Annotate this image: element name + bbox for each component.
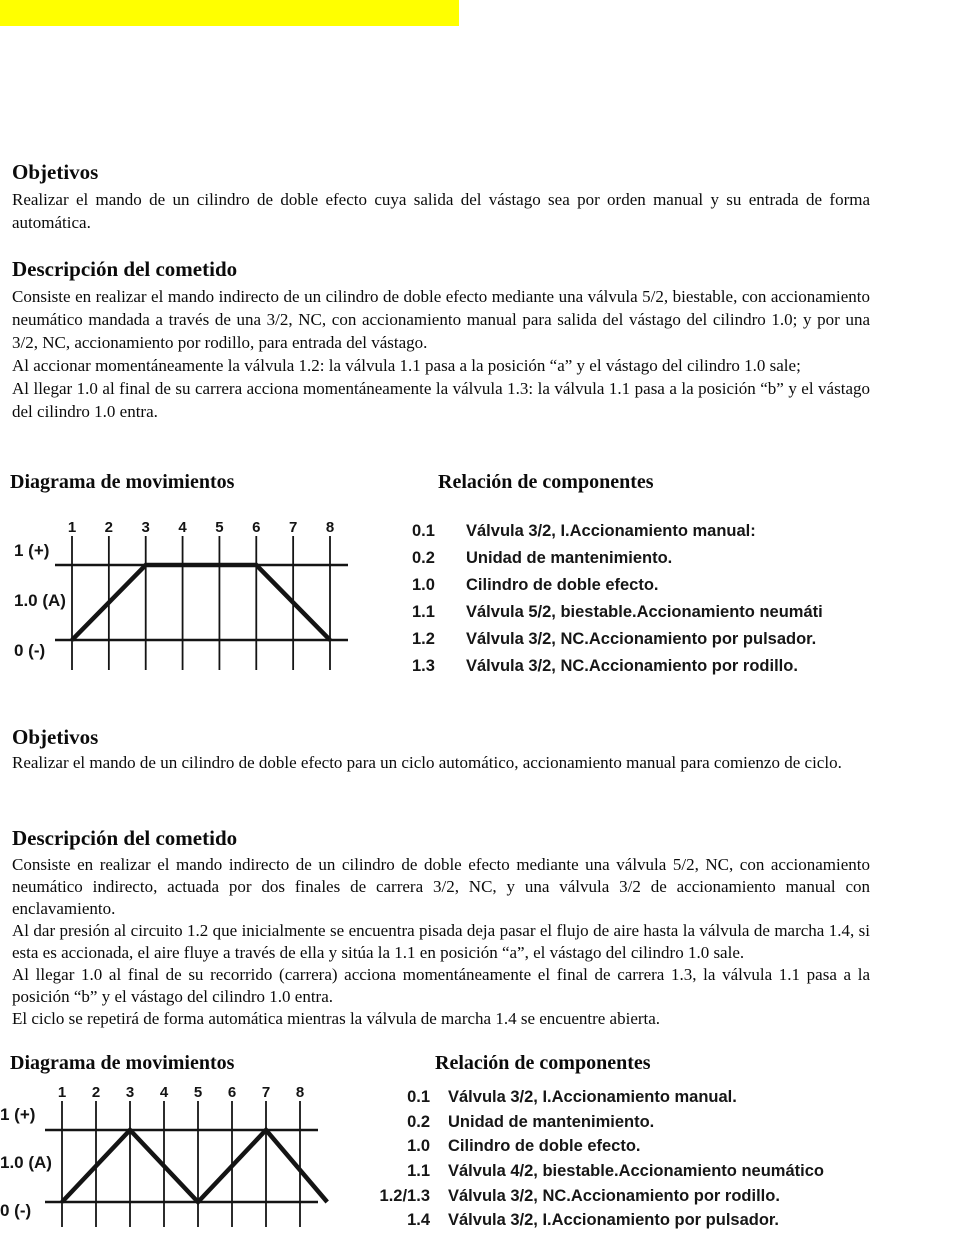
- component-row: [412, 549, 823, 576]
- diagrama-1-title: Diagrama de movimientos: [10, 471, 235, 493]
- paragraph: Al dar presión al circuito 1.2 que inicialmente se encuentra pisada deja pasar el flujo de aire hasta la válvula de marcha 1.4, si esta es accionada, el aire fluye a través de ella y sitúa la 1.1 en posición “a”, el vástago del cilindro 1.0 sale.: [12, 921, 870, 962]
- component-row: [412, 522, 823, 549]
- descripcion-1-title: Descripción del cometido: [12, 257, 238, 281]
- component-label: Válvula 4/2, biestable.Accionamiento neumático: [448, 1162, 824, 1181]
- component-row: [412, 630, 823, 657]
- objetivos-1-title: Objetivos: [12, 160, 99, 184]
- paragraph: Consiste en realizar el mando indirecto de un cilindro de doble efecto mediante una válvula 5/2, NC, con accionamiento neumático indirecto, actuada por dos finales de carrera 3/2, NC, y una válvula 3/2 de accionamiento manual con enclavamiento.: [12, 855, 870, 918]
- svg-text:1 (+): 1 (+): [14, 541, 50, 560]
- component-label: Válvula 3/2, NC.Accionamiento por rodillo.: [466, 657, 798, 675]
- svg-text:1 (+): 1 (+): [0, 1105, 36, 1124]
- component-id: 1.0: [407, 1137, 430, 1156]
- svg-text:8: 8: [295, 1084, 305, 1101]
- svg-text:2: 2: [104, 519, 114, 536]
- paragraph: El ciclo se repetirá de forma automática mientras la válvula de marcha 1.4 se encuentre abierta.: [12, 1009, 661, 1028]
- component-row: [368, 1137, 824, 1162]
- movement-diagram-1: [8, 516, 368, 689]
- component-row: [412, 603, 823, 630]
- svg-text:1: 1: [57, 1084, 67, 1101]
- component-label: Cilindro de doble efecto.: [448, 1137, 641, 1156]
- component-label: Válvula 3/2, I.Accionamiento manual:: [466, 522, 756, 540]
- svg-text:7: 7: [288, 519, 298, 536]
- relacion-1-title: Relación de componentes: [438, 471, 654, 493]
- component-row: [368, 1211, 824, 1236]
- svg-text:1: 1: [67, 519, 77, 536]
- svg-text:0 (-): 0 (-): [0, 1201, 32, 1220]
- svg-text:5: 5: [193, 1084, 203, 1101]
- svg-text:1.0 (A): 1.0 (A): [0, 1153, 52, 1172]
- component-list-1: [412, 522, 823, 684]
- component-row: [368, 1187, 824, 1212]
- svg-text:7: 7: [261, 1084, 271, 1101]
- component-id: 1.2: [412, 630, 435, 648]
- component-label: Válvula 3/2, I.Accionamiento manual.: [448, 1088, 737, 1106]
- svg-text:0 (-): 0 (-): [14, 641, 46, 660]
- svg-text:5: 5: [215, 519, 224, 536]
- svg-text:6: 6: [227, 1084, 237, 1101]
- svg-text:6: 6: [252, 519, 261, 536]
- svg-text:3: 3: [141, 519, 150, 536]
- yellow-highlight-bar: [0, 0, 459, 26]
- component-id: 1.2/1.3: [379, 1186, 430, 1205]
- component-row: [368, 1113, 824, 1138]
- component-id: 0.2: [407, 1112, 430, 1131]
- movement-diagram-svg: [8, 516, 368, 684]
- component-row: [412, 576, 823, 603]
- component-id: 0.1: [407, 1088, 430, 1106]
- svg-text:3: 3: [125, 1084, 135, 1101]
- component-id: 1.4: [407, 1211, 430, 1230]
- paragraph: Al llegar 1.0 al final de su recorrido (carrera) acciona momentáneamente el final de carrera 1.3, la válvula 1.1 pasa a la posición “b” y el vástago del cilindro 1.0 entra.: [12, 965, 870, 1006]
- objetivos-2-text: [12, 751, 870, 774]
- descripcion-1-text: [12, 285, 870, 423]
- component-id: 1.1: [407, 1162, 430, 1181]
- objetivos-1-text: [12, 188, 870, 234]
- paragraph: Realizar el mando de un cilindro de doble efecto cuya salida del vástago sea por orden manual y su entrada de forma automática.: [12, 190, 870, 232]
- paragraph: Consiste en realizar el mando indirecto de un cilindro de doble efecto mediante una válvula 5/2, biestable, con accionamiento neumático mandada a través de una 3/2, NC, con accionamiento manual para salida del vástago del cilindro 1.0; y por una 3/2, NC, accionamiento por rodillo, para entrada del vástago.: [12, 287, 870, 352]
- component-label: Válvula 3/2, NC.Accionamiento por pulsador.: [466, 630, 817, 648]
- svg-text:4: 4: [159, 1084, 169, 1101]
- component-label: Unidad de mantenimiento.: [466, 549, 673, 567]
- objetivos-2-title: Objetivos: [12, 725, 99, 749]
- component-row: [368, 1162, 824, 1187]
- paragraph: Al llegar 1.0 al final de su carrera acciona momentáneamente la válvula 1.3: la válvula 1.1 pasa a la posición “b” y el vástago del cilindro 1.0 entra.: [12, 379, 870, 421]
- component-label: Unidad de mantenimiento.: [448, 1112, 655, 1131]
- svg-text:2: 2: [91, 1084, 101, 1101]
- descripcion-2-text: [12, 854, 870, 1030]
- component-id: 0.2: [412, 549, 435, 567]
- component-label: Válvula 5/2, biestable.Accionamiento neumáti: [466, 603, 823, 621]
- diagrama-2-title: Diagrama de movimientos: [10, 1052, 235, 1074]
- svg-text:4: 4: [178, 519, 187, 536]
- component-row: [412, 657, 823, 684]
- relacion-2-title: Relación de componentes: [435, 1052, 651, 1074]
- component-id: 1.1: [412, 603, 435, 621]
- component-row: [368, 1088, 824, 1113]
- component-label: Válvula 3/2, NC.Accionamiento por rodillo.: [448, 1186, 780, 1205]
- component-label: Válvula 3/2, I.Accionamiento por pulsador.: [448, 1211, 780, 1230]
- component-id: 1.3: [412, 657, 435, 675]
- component-list-2: [368, 1088, 824, 1236]
- descripcion-2-title: Descripción del cometido: [12, 826, 238, 850]
- movement-diagram-2: [0, 1083, 350, 1236]
- component-label: Cilindro de doble efecto.: [466, 576, 659, 594]
- component-id: 0.1: [412, 522, 435, 540]
- movement-diagram-svg: [0, 1083, 350, 1235]
- paragraph: Al accionar momentáneamente la válvula 1.2: la válvula 1.1 pasa a la posición “a” y el vástago del cilindro 1.0 sale;: [12, 356, 801, 375]
- svg-text:1.0 (A): 1.0 (A): [14, 591, 66, 610]
- svg-text:8: 8: [325, 519, 335, 536]
- component-id: 1.0: [412, 576, 435, 594]
- paragraph: Realizar el mando de un cilindro de doble efecto para un ciclo automático, accionamiento manual para comienzo de ciclo.: [12, 753, 842, 772]
